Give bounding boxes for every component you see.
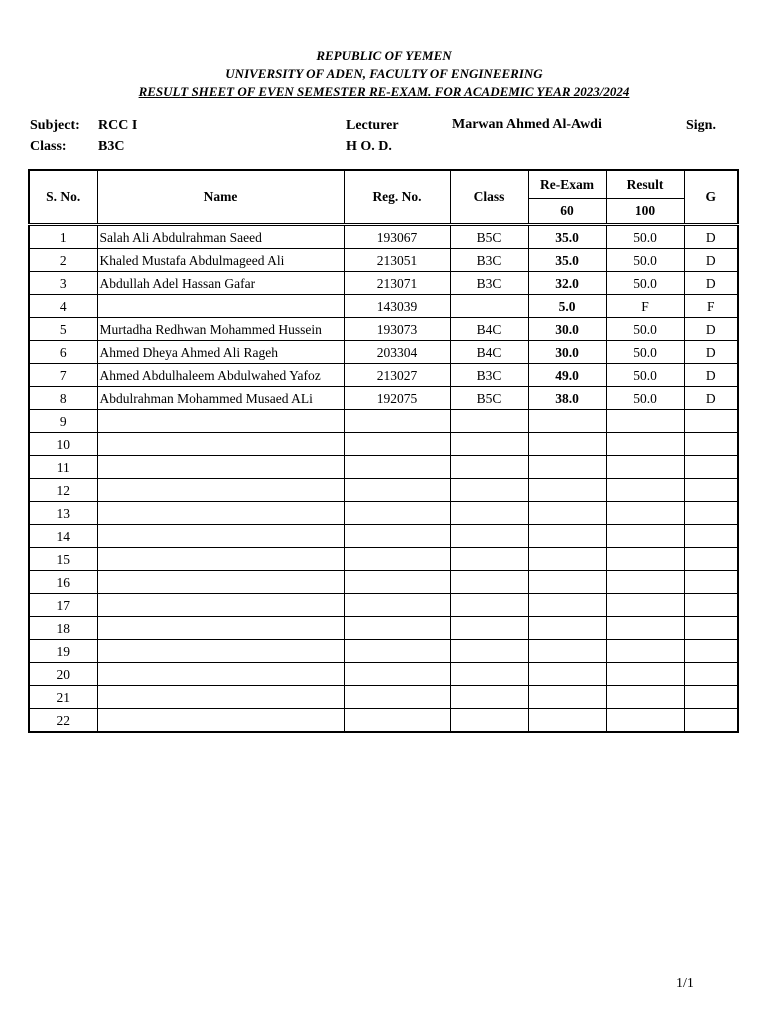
row-class	[450, 663, 528, 686]
row-reg-no	[344, 686, 450, 709]
row-name	[97, 709, 344, 733]
row-name: Abdullah Adel Hassan Gafar	[97, 272, 344, 295]
row-name	[97, 594, 344, 617]
row-reexam	[528, 548, 606, 571]
row-class	[450, 594, 528, 617]
row-result	[606, 640, 684, 663]
row-result	[606, 479, 684, 502]
row-class: B5C	[450, 387, 528, 410]
row-reg-no	[344, 640, 450, 663]
row-result	[606, 686, 684, 709]
class-label: Class:	[30, 139, 67, 154]
row-reexam	[528, 686, 606, 709]
row-name	[97, 617, 344, 640]
row-result	[606, 502, 684, 525]
row-reexam	[528, 433, 606, 456]
row-result	[606, 594, 684, 617]
table-row	[29, 318, 738, 341]
row-result	[606, 433, 684, 456]
row-reexam: 5.0	[528, 295, 606, 318]
row-class	[450, 410, 528, 433]
row-grade	[684, 456, 738, 479]
row-reexam: 38.0	[528, 387, 606, 410]
row-class	[450, 502, 528, 525]
table-row	[29, 502, 738, 525]
row-result	[606, 709, 684, 733]
table-row	[29, 456, 738, 479]
row-grade: D	[684, 249, 738, 272]
row-class	[450, 433, 528, 456]
row-name	[97, 686, 344, 709]
table-row	[29, 272, 738, 295]
table-row	[29, 295, 738, 318]
row-name	[97, 433, 344, 456]
row-name	[97, 456, 344, 479]
row-result	[606, 663, 684, 686]
table-row	[29, 410, 738, 433]
row-class	[450, 617, 528, 640]
row-grade	[684, 571, 738, 594]
row-grade: F	[684, 295, 738, 318]
row-result	[606, 525, 684, 548]
sign-label: Sign.	[686, 118, 716, 133]
header-class: Class	[450, 170, 528, 225]
class-value: B3C	[98, 139, 125, 154]
row-sno: 5	[29, 318, 97, 341]
page-number: 1/1	[676, 976, 694, 991]
row-class	[450, 640, 528, 663]
row-name: Ahmed Dheya Ahmed Ali Rageh	[97, 341, 344, 364]
row-reexam: 49.0	[528, 364, 606, 387]
row-grade: D	[684, 341, 738, 364]
row-reg-no	[344, 548, 450, 571]
row-name	[97, 548, 344, 571]
row-reg-no	[344, 663, 450, 686]
row-reexam: 35.0	[528, 249, 606, 272]
row-class	[450, 571, 528, 594]
row-class	[450, 479, 528, 502]
table-row	[29, 594, 738, 617]
row-reexam	[528, 525, 606, 548]
row-reg-no	[344, 479, 450, 502]
row-reg-no	[344, 525, 450, 548]
row-name: Ahmed Abdulhaleem Abdulwahed Yafoz	[97, 364, 344, 387]
table-row	[29, 663, 738, 686]
table-row	[29, 341, 738, 364]
table-row	[29, 548, 738, 571]
row-grade	[684, 709, 738, 733]
row-grade	[684, 686, 738, 709]
row-sno: 11	[29, 456, 97, 479]
row-reg-no	[344, 709, 450, 733]
row-reg-no	[344, 433, 450, 456]
row-class: B3C	[450, 364, 528, 387]
row-grade	[684, 594, 738, 617]
table-row	[29, 387, 738, 410]
row-class	[450, 295, 528, 318]
row-grade	[684, 663, 738, 686]
row-reg-no: 143039	[344, 295, 450, 318]
row-grade: D	[684, 272, 738, 295]
row-class	[450, 456, 528, 479]
row-reexam	[528, 479, 606, 502]
row-reexam	[528, 617, 606, 640]
row-class	[450, 548, 528, 571]
row-sno: 18	[29, 617, 97, 640]
row-sno: 12	[29, 479, 97, 502]
row-name	[97, 663, 344, 686]
row-reexam	[528, 663, 606, 686]
row-grade	[684, 410, 738, 433]
header-country: REPUBLIC OF YEMEN	[316, 48, 452, 63]
row-reg-no	[344, 571, 450, 594]
row-sno: 22	[29, 709, 97, 733]
row-sno: 10	[29, 433, 97, 456]
row-result	[606, 410, 684, 433]
row-result: 50.0	[606, 364, 684, 387]
row-grade	[684, 525, 738, 548]
row-class	[450, 525, 528, 548]
row-reexam	[528, 709, 606, 733]
row-sno: 7	[29, 364, 97, 387]
row-grade	[684, 433, 738, 456]
row-name: Murtadha Redhwan Mohammed Hussein	[97, 318, 344, 341]
row-name	[97, 295, 344, 318]
row-reexam	[528, 594, 606, 617]
row-reexam	[528, 456, 606, 479]
header-reg-no: Reg. No.	[344, 170, 450, 225]
row-result	[606, 456, 684, 479]
subject-label: Subject:	[30, 118, 80, 133]
header-reexam-max: 60	[528, 199, 606, 225]
row-reexam	[528, 571, 606, 594]
row-reg-no	[344, 502, 450, 525]
row-sno: 20	[29, 663, 97, 686]
header-name: Name	[97, 170, 344, 225]
row-sno: 6	[29, 341, 97, 364]
row-name	[97, 571, 344, 594]
row-sno: 14	[29, 525, 97, 548]
table-row	[29, 709, 738, 733]
row-reg-no: 193067	[344, 225, 450, 249]
row-grade	[684, 640, 738, 663]
row-grade: D	[684, 387, 738, 410]
table-row	[29, 249, 738, 272]
row-reg-no	[344, 456, 450, 479]
row-sno: 15	[29, 548, 97, 571]
row-sno: 17	[29, 594, 97, 617]
row-name: Khaled Mustafa Abdulmageed Ali	[97, 249, 344, 272]
row-reg-no: 192075	[344, 387, 450, 410]
row-result	[606, 617, 684, 640]
header-university: UNIVERSITY OF ADEN, FACULTY OF ENGINEERING	[225, 66, 543, 81]
table-row	[29, 364, 738, 387]
row-sno: 16	[29, 571, 97, 594]
table-row	[29, 617, 738, 640]
row-result: F	[606, 295, 684, 318]
row-class: B4C	[450, 341, 528, 364]
row-result: 50.0	[606, 225, 684, 249]
row-sno: 13	[29, 502, 97, 525]
row-reg-no	[344, 594, 450, 617]
row-reg-no	[344, 410, 450, 433]
row-result: 50.0	[606, 272, 684, 295]
row-reexam: 35.0	[528, 225, 606, 249]
row-name: Salah Ali Abdulrahman Saeed	[97, 225, 344, 249]
row-reexam: 30.0	[528, 318, 606, 341]
header-result: Result	[606, 170, 684, 199]
header-grade: G	[684, 170, 738, 225]
row-name: Abdulrahman Mohammed Musaed ALi	[97, 387, 344, 410]
row-reexam	[528, 502, 606, 525]
row-sno: 21	[29, 686, 97, 709]
lecturer-value: Marwan Ahmed Al-Awdi	[452, 117, 602, 132]
row-reexam	[528, 410, 606, 433]
row-class: B5C	[450, 225, 528, 249]
row-reexam: 32.0	[528, 272, 606, 295]
row-grade: D	[684, 318, 738, 341]
row-result	[606, 571, 684, 594]
hod-label: H O. D.	[346, 139, 392, 154]
table-row	[29, 479, 738, 502]
row-name	[97, 640, 344, 663]
table-row	[29, 225, 738, 249]
row-name	[97, 410, 344, 433]
row-sno: 1	[29, 225, 97, 249]
header-reexam: Re-Exam	[528, 170, 606, 199]
row-sno: 19	[29, 640, 97, 663]
header-result-max: 100	[606, 199, 684, 225]
row-reg-no: 213051	[344, 249, 450, 272]
row-result	[606, 548, 684, 571]
row-result: 50.0	[606, 318, 684, 341]
table-row	[29, 433, 738, 456]
row-class: B3C	[450, 272, 528, 295]
row-reexam	[528, 640, 606, 663]
row-grade	[684, 548, 738, 571]
lecturer-label: Lecturer	[346, 118, 399, 133]
row-result: 50.0	[606, 341, 684, 364]
row-reg-no: 203304	[344, 341, 450, 364]
row-reg-no: 213071	[344, 272, 450, 295]
row-result: 50.0	[606, 387, 684, 410]
row-reg-no: 193073	[344, 318, 450, 341]
row-sno: 3	[29, 272, 97, 295]
table-row	[29, 571, 738, 594]
row-result: 50.0	[606, 249, 684, 272]
table-row	[29, 686, 738, 709]
row-grade	[684, 479, 738, 502]
row-grade	[684, 502, 738, 525]
row-reg-no: 213027	[344, 364, 450, 387]
row-class: B4C	[450, 318, 528, 341]
table-row	[29, 640, 738, 663]
row-reg-no	[344, 617, 450, 640]
row-grade: D	[684, 225, 738, 249]
row-grade	[684, 617, 738, 640]
subject-value: RCC I	[98, 118, 138, 133]
row-sno: 8	[29, 387, 97, 410]
results-table	[28, 169, 739, 733]
row-class: B3C	[450, 249, 528, 272]
row-class	[450, 709, 528, 733]
row-name	[97, 479, 344, 502]
row-name	[97, 525, 344, 548]
row-class	[450, 686, 528, 709]
row-reexam: 30.0	[528, 341, 606, 364]
row-grade: D	[684, 364, 738, 387]
header-sheet-title: RESULT SHEET OF EVEN SEMESTER RE-EXAM. FOR ACADEMIC YEAR 2023/2024	[138, 84, 630, 99]
row-sno: 9	[29, 410, 97, 433]
row-sno: 4	[29, 295, 97, 318]
table-row	[29, 525, 738, 548]
row-name	[97, 502, 344, 525]
row-sno: 2	[29, 249, 97, 272]
header-sno: S. No.	[29, 170, 97, 225]
